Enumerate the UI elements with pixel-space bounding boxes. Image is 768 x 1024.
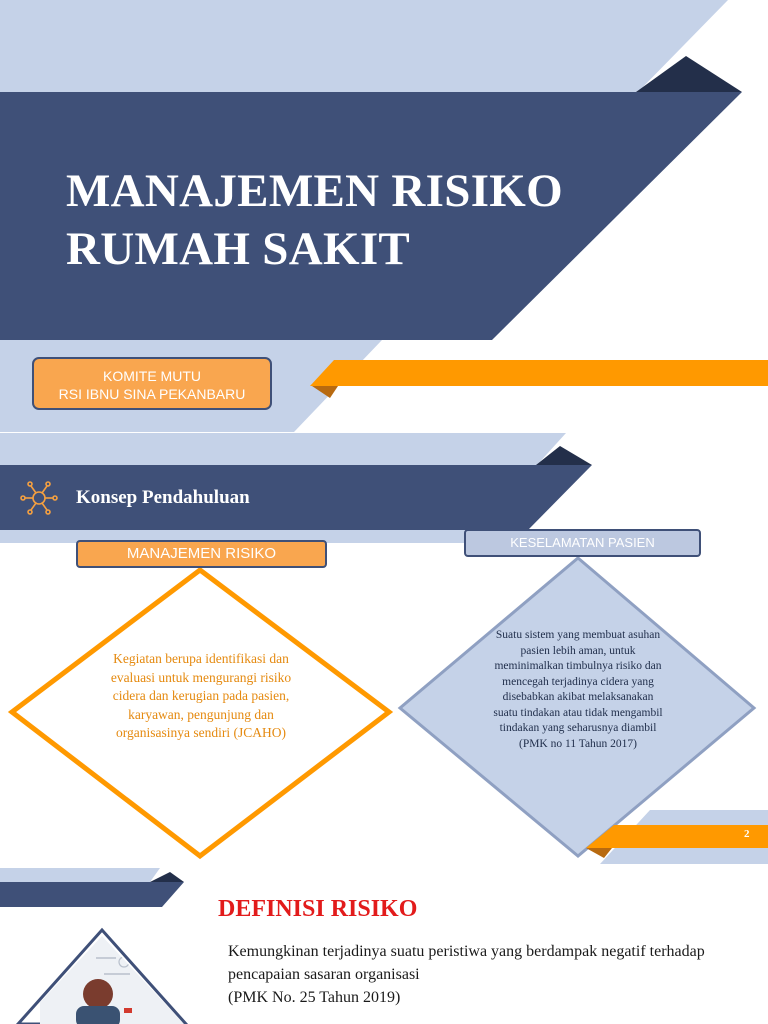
- presenter-photo: [40, 936, 190, 1024]
- definisi-line2: pencapaian sasaran organisasi: [228, 966, 420, 983]
- network-hub-icon: [20, 481, 58, 515]
- subtitle-line2: RSI IBNU SINA PEKANBARU: [58, 386, 246, 402]
- definisi-risiko-text: [228, 940, 768, 1009]
- top-light-band: [0, 0, 728, 92]
- definisi-line1: Kemungkinan terjadinya suatu peristiwa yang berdampak negatif terhadap: [228, 943, 705, 960]
- slide2-light-band: [0, 433, 566, 465]
- definisi-risiko-heading: DEFINISI RISIKO: [218, 896, 418, 922]
- subtitle-box: [32, 357, 272, 410]
- slide2-header-title: Konsep Pendahuluan: [76, 487, 250, 508]
- subtitle-line1: KOMITE MUTU: [103, 368, 201, 384]
- manajemen-risiko-label: MANAJEMEN RISIKO: [76, 540, 327, 568]
- slide1-title-line2: RUMAH SAKIT: [66, 223, 411, 275]
- slide3-navy-band: [0, 882, 184, 907]
- right-orange-bar: [310, 360, 768, 386]
- slide1-title-line1: MANAJEMEN RISIKO: [66, 165, 564, 217]
- page-number: 2: [744, 828, 750, 840]
- keselamatan-pasien-text: Suatu sistem yang membuat asuhan pasien lebih aman, untuk meminimalkan timbulnya risiko dan mencegah terjadinya cidera yang disebabkan akibat melaksanakan suatu tindakan atau tidak mengambil tindakan yang seharusnya diambil (PMK no 11 Tahun 2017): [493, 629, 663, 750]
- corner-orange-bar: [586, 825, 768, 848]
- definisi-line3: (PMK No. 25 Tahun 2019): [228, 989, 401, 1006]
- slide3-light-band: [0, 868, 160, 882]
- keselamatan-pasien-label: KESELAMATAN PASIEN: [464, 529, 701, 557]
- manajemen-risiko-text: Kegiatan berupa identifikasi dan evaluasi untuk mengurangi risiko cidera dan kerugian pada pasien, karyawan, pengunjung dan organisasinya sendiri (JCAHO): [110, 651, 292, 740]
